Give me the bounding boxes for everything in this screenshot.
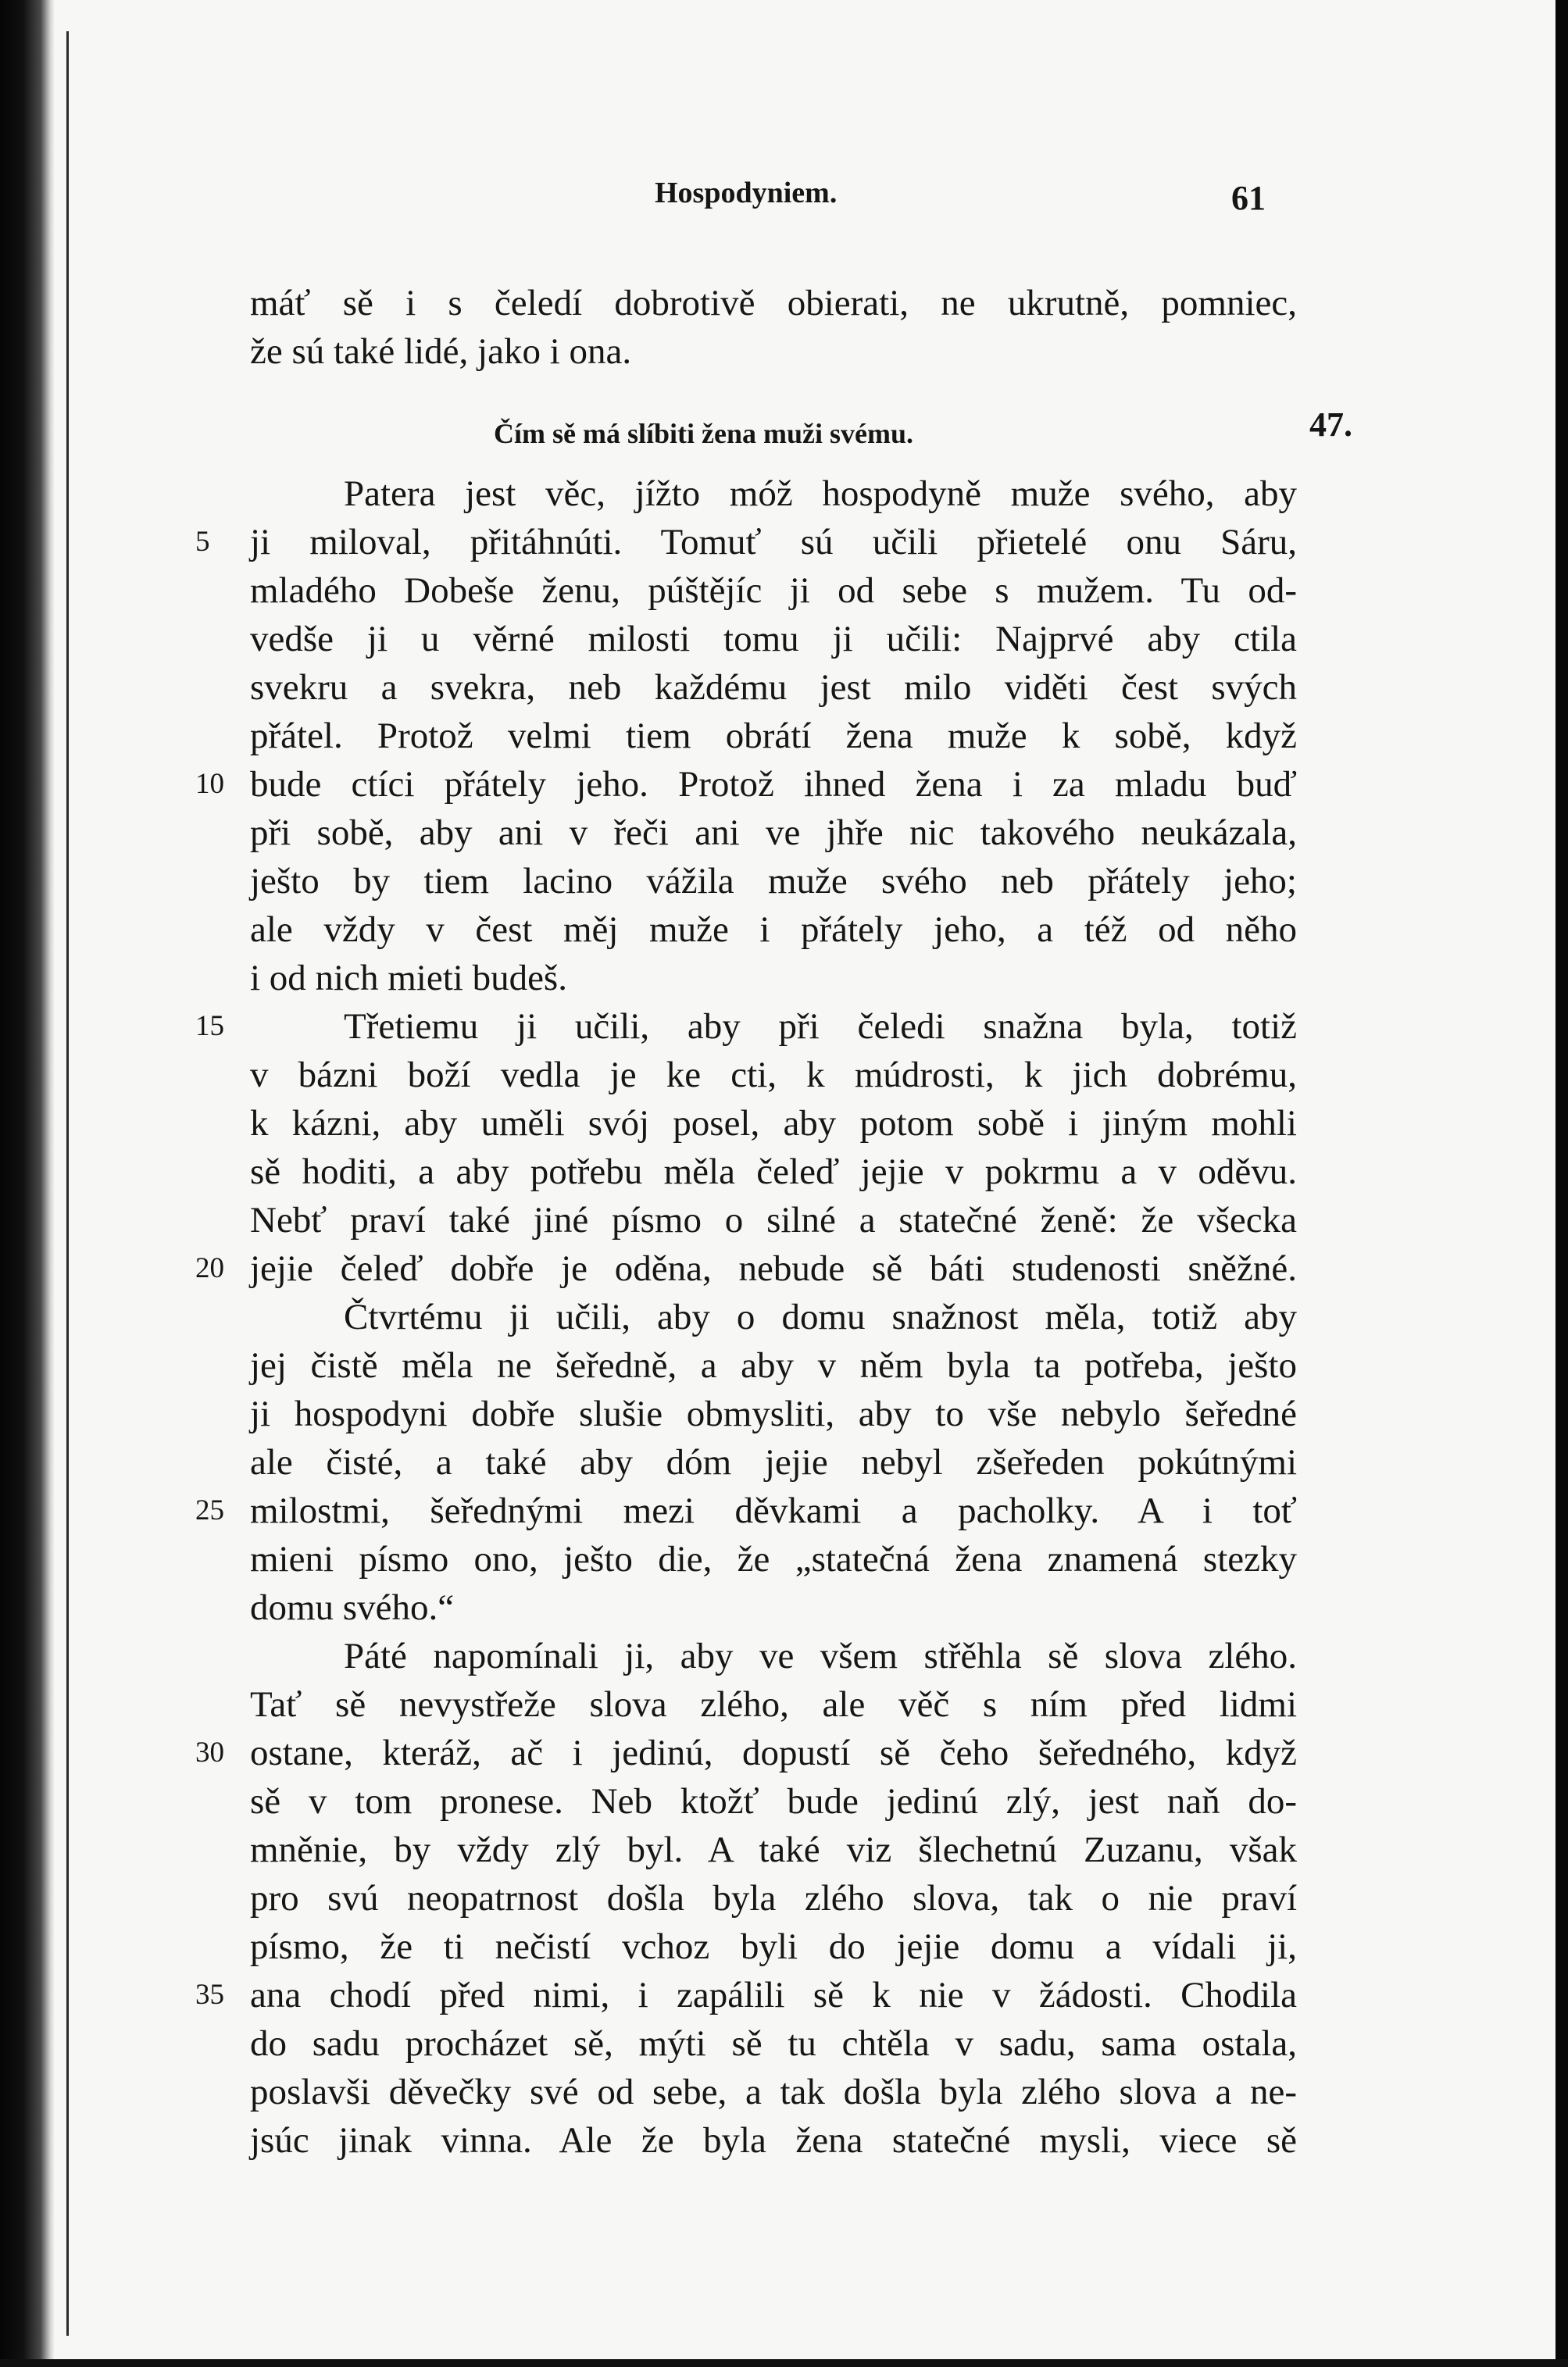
text-line: Nebť praví také jiné písmo o silné a statečné ženě: že všecka: [250, 1200, 1297, 1241]
text-line: v bázni boží vedla je ke cti, k múdrosti, k jich dobrému,: [250, 1055, 1297, 1095]
section-number: 47.: [1309, 405, 1352, 444]
text-line: že sú také lidé, jako i ona.: [250, 331, 632, 372]
text-line: ji hospodyni dobře slušie obmysliti, aby to vše nebylo šeředné: [250, 1394, 1297, 1434]
line-number: 5: [195, 526, 210, 558]
text-line: písmo, že ti nečistí vchoz byli do jejie domu a vídali ji,: [250, 1926, 1297, 1967]
text-line: svekru a svekra, neb každému jest milo viděti čest svých: [250, 667, 1297, 708]
text-line: ji miloval, přitáhnúti. Tomuť sú učili přietelé onu Sáru,: [250, 522, 1297, 562]
line-number: 35: [195, 1979, 224, 2011]
text-line: ješto by tiem lacino vážila muže svého neb přátely jeho;: [250, 861, 1297, 901]
text-line: k kázni, aby uměli svój posel, aby potom sobě i jiným mohli: [250, 1103, 1297, 1144]
text-line: pro svú neopatrnost došla byla zlého slova, tak o nie praví: [250, 1878, 1297, 1919]
text-line: sě hoditi, a aby potřebu měla čeleď jejie v pokrmu a v oděvu.: [250, 1151, 1297, 1192]
text-line: mněnie, by vždy zlý byl. A také viz šlechetnú Zuzanu, však: [250, 1830, 1297, 1870]
text-line: jejie čeleď dobře je oděna, nebude sě báti studenosti sněžné.: [250, 1248, 1297, 1289]
text-line: sě v tom pronese. Neb ktožť bude jedinú zlý, jest naň do-: [250, 1781, 1297, 1822]
text-line: přátel. Protož velmi tiem obrátí žena muže k sobě, když: [250, 716, 1297, 756]
scan-right-border: [1555, 0, 1568, 2367]
text-line: i od nich mieti budeš.: [250, 958, 567, 998]
text-line: do sadu procházet sě, mýti sě tu chtěla v sadu, sama ostala,: [250, 2023, 1297, 2064]
scan-bottom-border: [0, 2359, 1568, 2367]
text-line: milostmi, šeřednými mezi děvkami a pacholky. A i toť: [250, 1491, 1297, 1531]
page-number: 61: [1231, 179, 1266, 217]
text-line: Třetiemu ji učili, aby při čeledi snažna byla, totiž: [344, 1006, 1297, 1047]
text-line: domu svého.“: [250, 1587, 455, 1628]
line-number: 20: [195, 1252, 224, 1284]
text-line: Patera jest věc, jížto móž hospodyně muže svého, aby: [344, 473, 1297, 514]
section-heading: Čím sě má slíbiti žena muži svému.: [494, 418, 913, 449]
text-line: mieni písmo ono, ješto die, že „statečná žena znamená stezky: [250, 1539, 1297, 1580]
text-line: poslavši děvečky své od sebe, a tak došla byla zlého slova a ne-: [250, 2072, 1297, 2112]
scan-left-binding-shadow: [0, 0, 55, 2367]
text-line: ale čisté, a také aby dóm jejie nebyl zšeředen pokútnými: [250, 1442, 1297, 1483]
text-line: ale vždy v čest měj muže i přátely jeho, a též od něho: [250, 909, 1297, 950]
text-line: ana chodí před nimi, i zapálili sě k nie v žádosti. Chodila: [250, 1975, 1297, 2015]
text-line: ostane, kteráž, ač i jedinú, dopustí sě čeho šeředného, když: [250, 1733, 1297, 1773]
running-head: Hospodyniem.: [655, 177, 838, 209]
line-number: 30: [195, 1737, 224, 1769]
text-line: Páté napomínali ji, aby ve všem střěhla sě slova zlého.: [344, 1636, 1297, 1676]
scan-page-edge-line: [66, 31, 69, 2336]
text-line: Tať sě nevystřeže slova zlého, ale věč s ním před lidmi: [250, 1684, 1297, 1725]
text-line: máť sě i s čeledí dobrotivě obierati, ne ukrutně, pomniec,: [250, 283, 1297, 323]
line-number: 25: [195, 1494, 224, 1526]
text-line: bude ctíci přátely jeho. Protož ihned žena i za mladu buď: [250, 764, 1297, 805]
text-line: Čtvrtému ji učili, aby o domu snažnost měla, totiž aby: [344, 1297, 1297, 1337]
line-number: 15: [195, 1010, 224, 1042]
text-line: mladého Dobeše ženu, púštějíc ji od sebe s mužem. Tu od-: [250, 570, 1297, 611]
text-line: jej čistě měla ne šeředně, a aby v něm byla ta potřeba, ješto: [250, 1345, 1297, 1386]
text-line: jsúc jinak vinna. Ale že byla žena statečné mysli, viece sě: [250, 2120, 1297, 2161]
line-number: 10: [195, 768, 224, 800]
text-line: vedše ji u věrné milosti tomu ji učili: Najprvé aby ctila: [250, 619, 1297, 659]
text-line: při sobě, aby ani v řeči ani ve jhře nic takového neukázala,: [250, 812, 1297, 853]
